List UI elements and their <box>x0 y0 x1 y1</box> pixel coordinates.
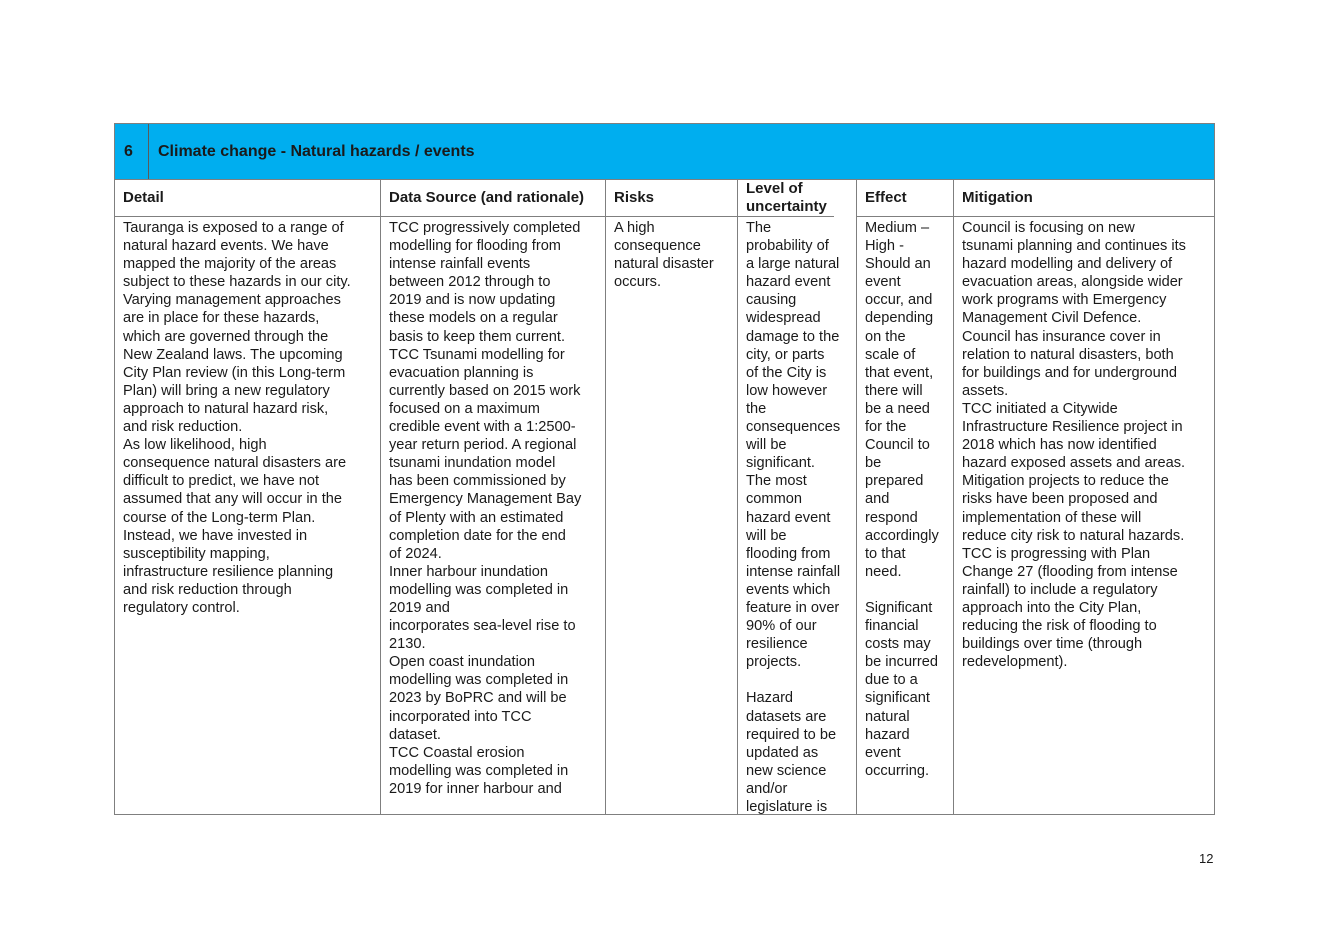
text-line: Varying management approaches <box>123 292 341 309</box>
column-mitigation <box>953 180 1214 814</box>
text-line: natural disaster <box>614 256 714 273</box>
text-line: for the <box>865 419 907 436</box>
text-line: difficult to predict, we have not <box>123 473 320 490</box>
header-uncertainty: Level of uncertainty <box>738 180 834 217</box>
text-line: modelling was completed in <box>389 581 569 598</box>
text-line: natural <box>865 708 910 725</box>
text-line: subject to these hazards in our city. <box>123 274 351 291</box>
text-line: which are governed through the <box>123 328 329 345</box>
text-line: financial <box>865 618 919 635</box>
text-line: need. <box>865 563 902 580</box>
text-line: widespread <box>746 310 821 327</box>
text-line: required to be <box>746 726 837 743</box>
text-line: evacuation areas, alongside wider <box>962 274 1183 291</box>
header-detail: Detail <box>115 180 380 217</box>
text-line: course of the Long-term Plan. <box>123 509 316 526</box>
text-line: TCC Tsunami modelling for <box>389 346 565 363</box>
column-risks <box>605 180 737 814</box>
text-line: will be <box>746 437 787 454</box>
text-line: hazard <box>865 726 910 743</box>
column-effect <box>856 180 954 814</box>
column-uncertainty <box>737 180 857 814</box>
text-line: reduce city risk to natural hazards. <box>962 527 1185 544</box>
text-line: accordingly <box>865 527 939 544</box>
text-line: TCC is progressing with Plan <box>962 545 1151 562</box>
text-line: infrastructure resilience planning <box>123 563 334 580</box>
text-line: 2023 by BoPRC and will be <box>389 690 567 707</box>
text-line: be a need <box>865 400 930 417</box>
text-line: A high <box>614 220 655 236</box>
text-line: causing <box>746 292 797 309</box>
text-line: reducing the risk of flooding to <box>962 618 1157 635</box>
text-line: damage to the <box>746 328 840 345</box>
text-line: intense rainfall <box>746 563 841 580</box>
text-line: occurs. <box>614 274 662 291</box>
text-line: approach to natural hazard risk, <box>123 400 329 417</box>
text-line: updated as <box>746 744 819 761</box>
text-line: probability of <box>746 238 829 255</box>
text-line: rainfall) to include a regulatory <box>962 581 1158 598</box>
cell-risks <box>606 217 737 291</box>
cell-uncertainty <box>738 217 857 816</box>
text-line: occur, and <box>865 292 933 309</box>
text-line: assumed that any will occur in the <box>123 491 343 508</box>
text-line: will be <box>746 527 787 544</box>
text-line: Instead, we have invested in <box>123 527 308 544</box>
text-line: tsunami planning and continues its <box>962 238 1186 255</box>
text-line: basis to keep them current. <box>389 328 566 345</box>
text-line: implementation of these will <box>962 509 1142 526</box>
section-number: 6 <box>115 124 149 179</box>
text-line: susceptibility mapping, <box>123 545 270 562</box>
text-line: datasets are <box>746 708 827 725</box>
text-line: credible event with a 1:2500- <box>389 419 576 436</box>
text-line: Tauranga is exposed to a range of <box>123 220 344 236</box>
page-number: 12 <box>1199 851 1214 866</box>
text-line: of the City is <box>746 364 827 381</box>
text-line: modelling was completed in <box>389 762 569 779</box>
text-line: intense rainfall events <box>389 256 531 273</box>
text-line: legislature is <box>746 799 828 815</box>
text-line: tsunami inundation model <box>389 455 556 472</box>
text-line: flooding from <box>746 545 831 562</box>
text-line: event <box>865 274 901 291</box>
text-line: new science <box>746 762 827 779</box>
text-line: New Zealand laws. The upcoming <box>123 346 343 363</box>
text-line: redevelopment). <box>962 654 1068 671</box>
text-line: and risk reduction through <box>123 581 292 598</box>
text-line: event <box>865 744 901 761</box>
text-line: As low likelihood, high <box>123 437 267 454</box>
text-line: a large natural <box>746 256 840 273</box>
text-line: between 2012 through to <box>389 274 551 291</box>
text-line: Mitigation projects to reduce the <box>962 473 1169 490</box>
text-line: significant <box>865 690 930 707</box>
text-line: incorporated into TCC <box>389 708 532 725</box>
text-line: year return period. A regional <box>389 437 577 454</box>
text-line: projects. <box>746 654 802 671</box>
text-line: city, or parts <box>746 346 825 363</box>
text-line: incorporates sea-level rise to <box>389 618 576 635</box>
text-line: Medium – <box>865 220 930 236</box>
text-line: natural hazard events. We have <box>123 238 329 255</box>
text-line: hazard exposed assets and areas. <box>962 455 1186 472</box>
text-line: 2019 for inner harbour and <box>389 780 562 797</box>
text-line <box>865 581 950 599</box>
text-line: depending <box>865 310 934 327</box>
text-line: these models on a regular <box>389 310 558 327</box>
text-line: Infrastructure Resilience project in <box>962 419 1183 436</box>
column-data-source <box>380 180 606 814</box>
header-effect: Effect <box>857 180 954 217</box>
text-line: on the <box>865 328 906 345</box>
text-line: of 2024. <box>389 545 442 562</box>
text-line: low however <box>746 382 828 399</box>
header-mitigation: Mitigation <box>954 180 1214 217</box>
text-line: for buildings and for underground <box>962 364 1178 381</box>
text-line: common <box>746 491 802 508</box>
text-line: dataset. <box>389 726 441 743</box>
text-line: Council is focusing on new <box>962 220 1135 236</box>
text-line: TCC Coastal erosion <box>389 744 525 761</box>
text-line: mapped the majority of the areas <box>123 256 337 273</box>
text-line: 2130. <box>389 636 426 653</box>
text-line: and risk reduction. <box>123 419 243 436</box>
text-line: that event, <box>865 364 934 381</box>
cell-detail <box>115 217 380 617</box>
text-line: Council to <box>865 437 930 454</box>
text-line: significant. <box>746 455 815 472</box>
text-line: modelling for flooding from <box>389 238 561 255</box>
text-line: Council has insurance cover in <box>962 328 1161 345</box>
text-line: be incurred <box>865 654 939 671</box>
text-line: Hazard <box>746 690 794 707</box>
text-line: Significant <box>865 599 933 616</box>
text-line: Should an <box>865 256 931 273</box>
cell-data-source <box>381 217 606 798</box>
text-line <box>746 671 853 689</box>
text-line: hazard event <box>746 509 831 526</box>
text-line: buildings over time (through <box>962 636 1143 653</box>
text-line: be <box>865 455 882 472</box>
text-line: assets. <box>962 382 1009 399</box>
text-line: the <box>746 400 767 417</box>
text-line: of Plenty with an estimated <box>389 509 564 526</box>
text-line: resilience <box>746 636 808 653</box>
text-line: to that <box>865 545 906 562</box>
text-line: Inner harbour inundation <box>389 563 549 580</box>
text-line: feature in over <box>746 599 840 616</box>
text-line: risks have been proposed and <box>962 491 1158 508</box>
cell-mitigation <box>954 217 1214 671</box>
section-title: Climate change - Natural hazards / events <box>158 143 475 160</box>
header-risks: Risks <box>606 180 737 217</box>
text-line: costs may <box>865 636 931 653</box>
text-line: Emergency Management Bay <box>389 491 582 508</box>
text-line: evacuation planning is <box>389 364 534 381</box>
header-data-source: Data Source (and rationale) <box>381 180 606 217</box>
text-line: and/or <box>746 780 788 797</box>
text-line: hazard event <box>746 274 831 291</box>
text-line: approach into the City Plan, <box>962 599 1142 616</box>
text-line: Management Civil Defence. <box>962 310 1142 327</box>
section-banner <box>115 124 1214 180</box>
text-line: are in place for these hazards, <box>123 310 320 327</box>
text-line: 90% of our <box>746 618 817 635</box>
text-line: due to a <box>865 672 918 689</box>
text-line: hazard modelling and delivery of <box>962 256 1173 273</box>
text-line: has been commissioned by <box>389 473 566 490</box>
text-line: TCC initiated a Citywide <box>962 400 1118 417</box>
text-line: currently based on 2015 work <box>389 382 581 399</box>
text-line: 2019 and is now updating <box>389 292 556 309</box>
cell-effect <box>857 217 954 780</box>
text-line: scale of <box>865 346 916 363</box>
text-line: work programs with Emergency <box>962 292 1167 309</box>
hazards-table <box>114 123 1215 815</box>
text-line: prepared <box>865 473 924 490</box>
text-line: Plan) will bring a new regulatory <box>123 382 330 399</box>
text-line: focused on a maximum <box>389 400 540 417</box>
text-line: TCC progressively completed <box>389 220 581 236</box>
text-line: consequence <box>614 238 701 255</box>
text-line: 2018 which has now identified <box>962 437 1157 454</box>
column-detail <box>115 180 380 814</box>
text-line: 2019 and <box>389 599 450 616</box>
text-line: consequences <box>746 419 841 436</box>
text-line: The <box>746 220 772 236</box>
text-line: consequence natural disasters are <box>123 455 347 472</box>
text-line: The most <box>746 473 807 490</box>
text-line: Open coast inundation <box>389 654 536 671</box>
text-line: High - <box>865 238 904 255</box>
text-line: there will <box>865 382 923 399</box>
text-line: relation to natural disasters, both <box>962 346 1174 363</box>
text-line: completion date for the end <box>389 527 566 544</box>
text-line: and <box>865 491 890 508</box>
text-line: Change 27 (flooding from intense <box>962 563 1178 580</box>
text-line: occurring. <box>865 762 930 779</box>
text-line: respond <box>865 509 918 526</box>
text-line: events which <box>746 581 831 598</box>
text-line: modelling was completed in <box>389 672 569 689</box>
text-line: City Plan review (in this Long-term <box>123 364 346 381</box>
text-line: regulatory control. <box>123 599 240 616</box>
